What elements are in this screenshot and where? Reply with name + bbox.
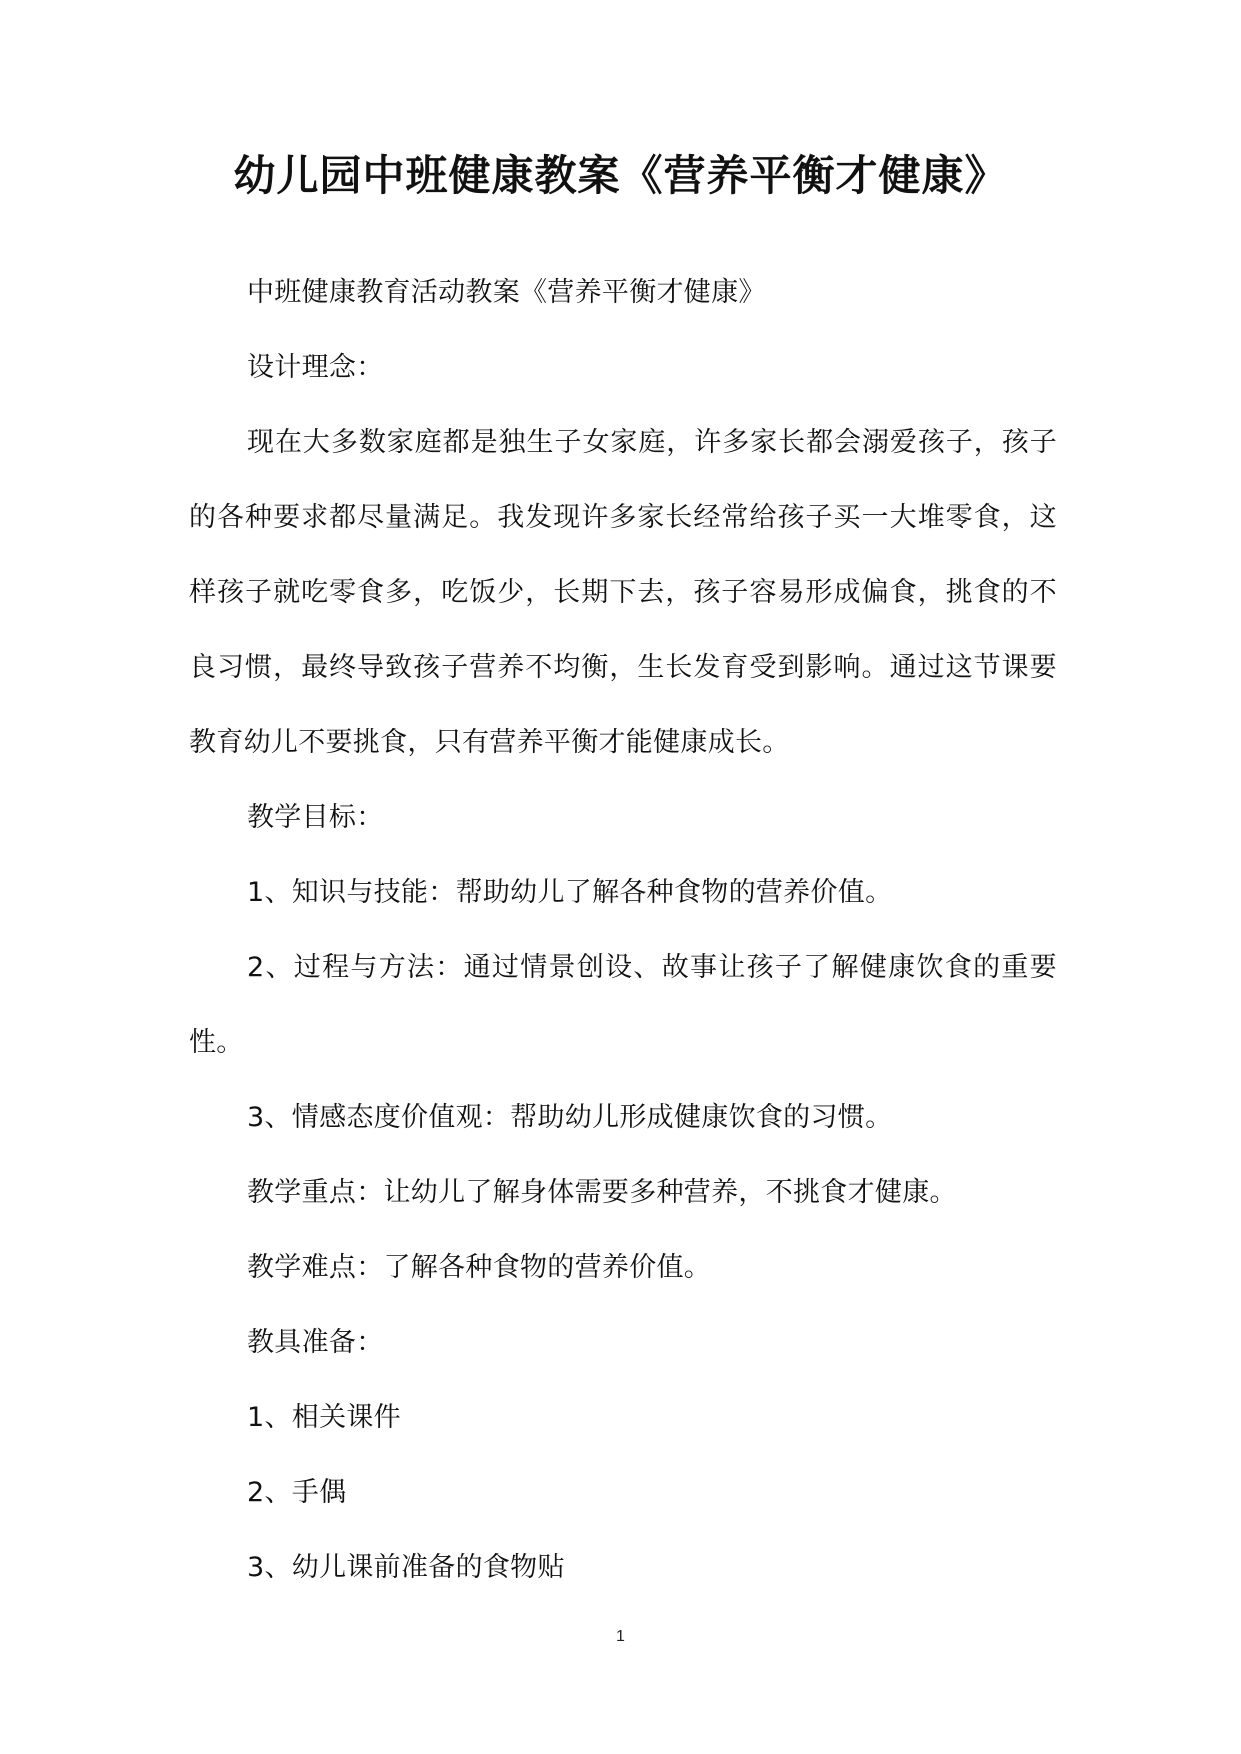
paragraph-teaching-goals-heading: 教学目标：: [247, 802, 384, 833]
document-body: [189, 255, 1057, 1605]
page-number: 1: [616, 1628, 625, 1645]
paragraph-materials-heading: 教具准备：: [247, 1327, 384, 1358]
paragraph-material-2: 2、手偶: [247, 1477, 347, 1508]
paragraph-material-1: 1、相关课件: [247, 1402, 401, 1433]
paragraph-material-3: 3、幼儿课前准备的食物贴: [247, 1552, 565, 1583]
paragraph-design-concept: 现在大多数家庭都是独生子女家庭，许多家长都会溺爱孩子，孩子的各种要求都尽量满足。我发现许多家长经常给孩子买一大堆零食，这样孩子就吃零食多，吃饭少，长期下去，孩子容易形成偏食，挑食的不良习惯，最终导致孩子营养不均衡，生长发育受到影响。通过这节课要教育幼儿不要挑食，只有营养平衡才能健康成长。: [189, 427, 1057, 758]
paragraph-goal-3: 3、情感态度价值观：帮助幼儿形成健康饮食的习惯。: [247, 1102, 893, 1133]
paragraph-subtitle: 中班健康教育活动教案《营养平衡才健康》: [247, 277, 766, 308]
paragraph-key-point: 教学重点：让幼儿了解身体需要多种营养，不挑食才健康。: [247, 1177, 957, 1208]
paragraph-design-concept-heading: 设计理念：: [247, 352, 384, 383]
paragraph-goal-1: 1、知识与技能：帮助幼儿了解各种食物的营养价值。: [247, 877, 893, 908]
paragraph-difficulty: 教学难点：了解各种食物的营养价值。: [247, 1252, 712, 1283]
paragraph-goal-2: 2、过程与方法：通过情景创设、故事让孩子了解健康饮食的重要性。: [189, 952, 1057, 1058]
document-title: 幼儿园中班健康教案《营养平衡才健康》: [233, 151, 1008, 200]
